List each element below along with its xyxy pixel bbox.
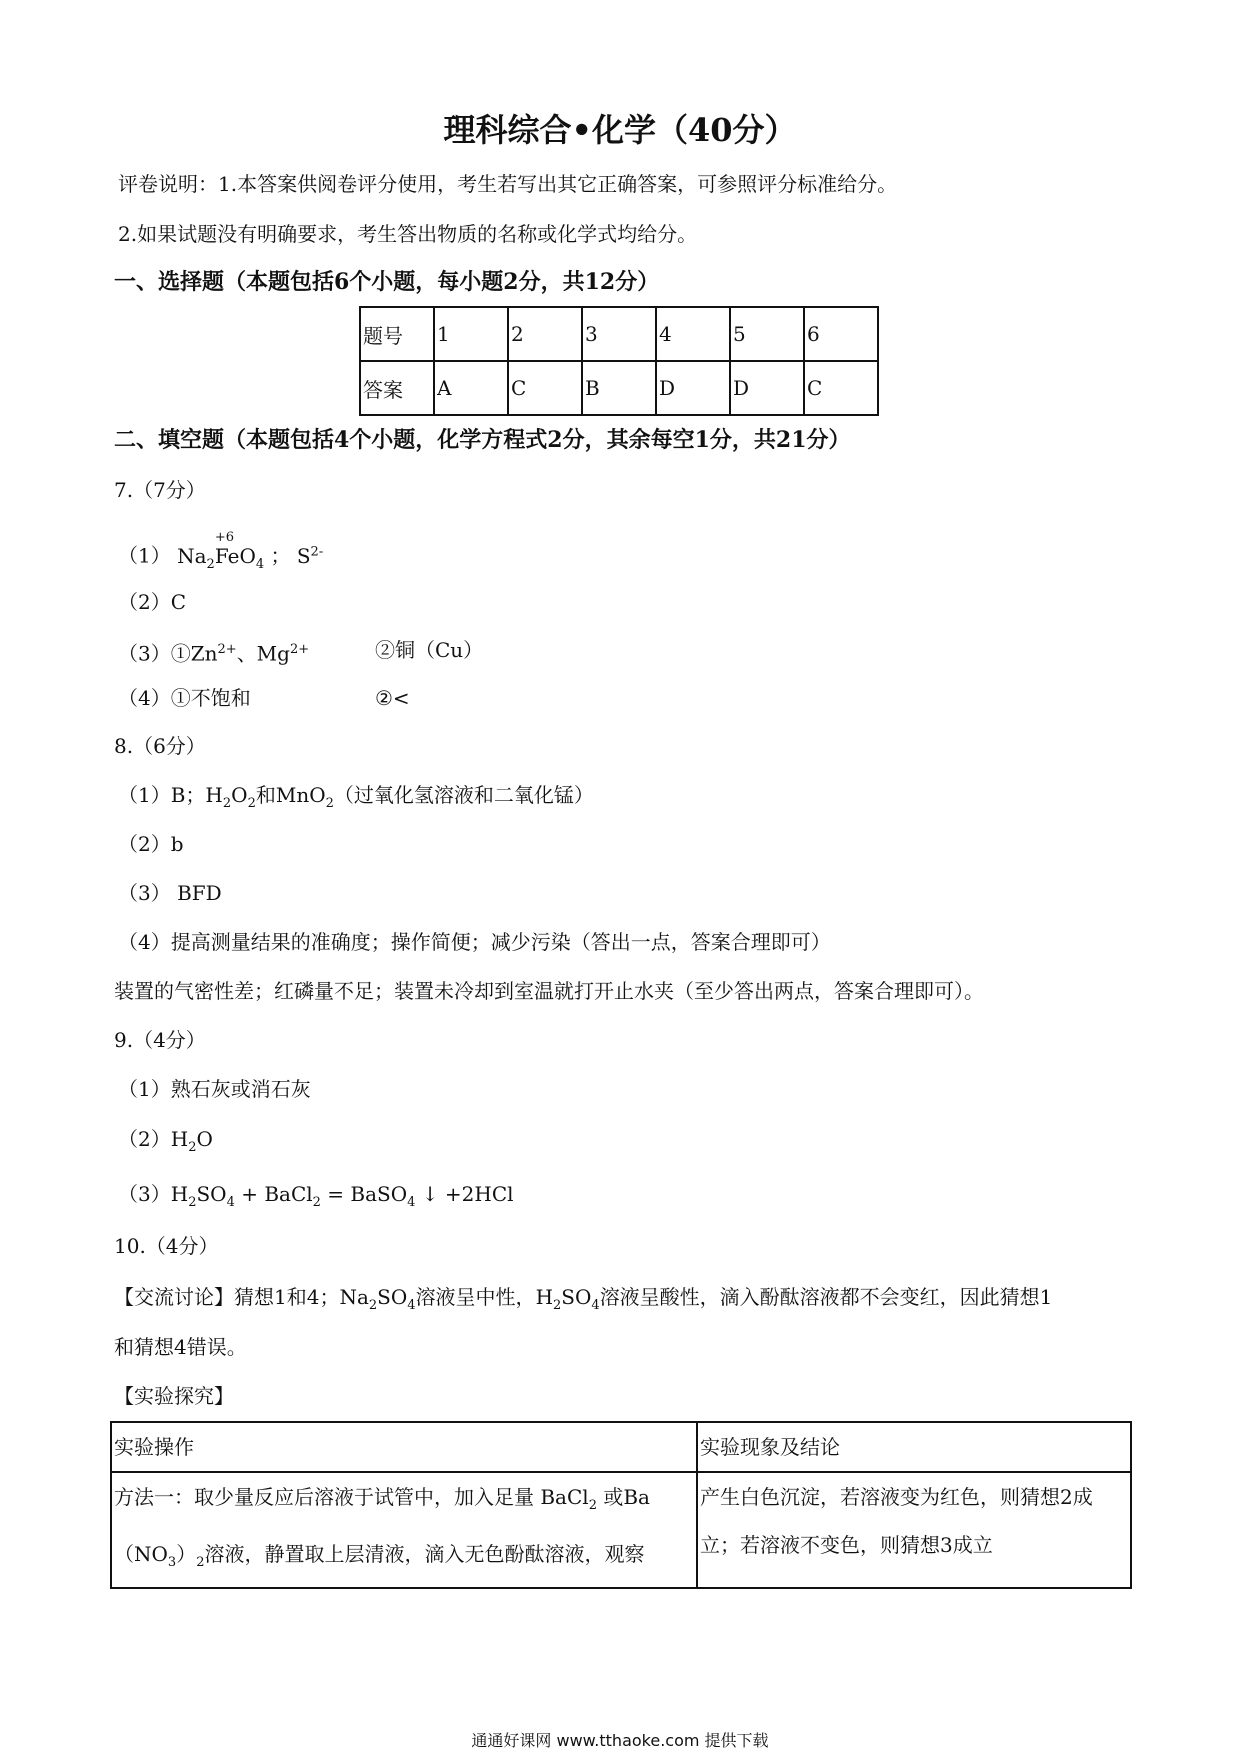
section1-heading: 一、选择题（本题包括6个小题，每小题2分，共12分） [114, 269, 660, 295]
table-row [111, 1422, 1131, 1472]
q10-label: 10.（4分） [114, 1234, 219, 1258]
question-number: 1 [434, 307, 508, 361]
cell-operation: 方法一：取少量反应后溶液于试管中，加入足量 BaCl$_2$ 或Ba $(NO_3)_2$溶液，静置取上层清液，滴入无色酚酞溶液，观察 [111, 1472, 697, 1588]
header-result: 实验现象及结论 [697, 1422, 1131, 1472]
answer-cell: C [804, 361, 878, 415]
question-number: 5 [730, 307, 804, 361]
table-row [360, 307, 878, 361]
answer-cell: D [730, 361, 804, 415]
table-row [111, 1472, 1131, 1588]
header-operation: 实验操作 [111, 1422, 697, 1472]
question-number: 6 [804, 307, 878, 361]
page-title: 理科综合•化学（40分） [443, 111, 797, 149]
formula-na2feo4: $Na_2Fe$ +6 $O_4$ [177, 544, 264, 568]
experiment-table [110, 1421, 1132, 1589]
q9-answer-2: $(2)H_2O$ [118, 1127, 213, 1155]
q8-answer-4-line2: 装置的气密性差；红磷量不足；装置未冷却到室温就打开止水夹（至少答出两点，答案合理即可）。 [114, 979, 984, 1003]
row-label-answer: 答案 [360, 361, 434, 415]
q10-discussion-line2: 和猜想4错误。 [114, 1335, 247, 1359]
cell-result: 产生白色沉淀，若溶液变为红色，则猜想2成 立；若溶液不变色，则猜想3成立 [697, 1472, 1131, 1588]
grading-note-2: 2.如果试题没有明确要求，考生答出物质的名称或化学式均给分。 [118, 222, 698, 246]
section2-heading: 二、填空题（本题包括4个小题，化学方程式2分，其余每空1分，共21分） [114, 427, 851, 453]
q10-discussion: 【交流讨论】猜想1和4；$Na_2SO_4$溶液呈中性，$H_2SO_4$溶液呈酸性，滴入酚酞溶液都不会变红，因此猜想1 [114, 1285, 1053, 1313]
q7-answer-4a: （4）①不饱和 [118, 686, 251, 710]
grading-note-1: 评卷说明：1.本答案供阅卷评分使用，考生若写出其它正确答案，可参照评分标准给分。 [118, 172, 898, 196]
q8-answer-3: （3） BFD [118, 881, 222, 905]
q8-answer-2: （2）b [118, 832, 184, 856]
answer-cell: C [508, 361, 582, 415]
answer-cell: B [582, 361, 656, 415]
q7-answer-4b: ②< [375, 686, 410, 710]
table-row [360, 361, 878, 415]
q7-answer-2: （2）C [118, 590, 187, 614]
q8-label: 8.（6分） [114, 734, 206, 758]
q7-answer-3b: ②铜（Cu） [375, 638, 484, 662]
q7-answer-3a: $(3)①Zn^{2+}$、$Mg^{2+}$ [118, 641, 310, 666]
q10-explore-label: 【实验探究】 [114, 1384, 234, 1408]
q8-answer-4: （4）提高测量结果的准确度；操作简便；减少污染（答出一点，答案合理即可） [118, 930, 831, 954]
question-number: 3 [582, 307, 656, 361]
oxidation-state: +6 [214, 529, 234, 545]
q8-answer-1: （1）B；$H_2O_2$和MnO$_2$（过氧化氢溶液和二氧化锰） [118, 783, 594, 811]
formula-sulfide-ion: $S^{2-}$ [296, 543, 324, 568]
q9-answer-1: （1）熟石灰或消石灰 [118, 1077, 311, 1101]
footer-source: 通通好课网 www.tthaoke.com 提供下载 [471, 1731, 769, 1750]
q7-answer-1: （1） $Na_2Fe$ +6 $O_4$ ； $S^{2-}$ [118, 540, 323, 577]
answer-cell: A [434, 361, 508, 415]
q7-label: 7.（7分） [114, 478, 206, 502]
q9-answer-3: $(3)H_2SO_4$ + BaCl$_2$ = BaSO$_4$ ↓ +2HCl [118, 1182, 514, 1210]
question-number: 2 [508, 307, 582, 361]
answer-cell: D [656, 361, 730, 415]
question-number: 4 [656, 307, 730, 361]
choice-answer-table [359, 306, 879, 416]
row-label-number: 题号 [360, 307, 434, 361]
q9-label: 9.（4分） [114, 1028, 206, 1052]
